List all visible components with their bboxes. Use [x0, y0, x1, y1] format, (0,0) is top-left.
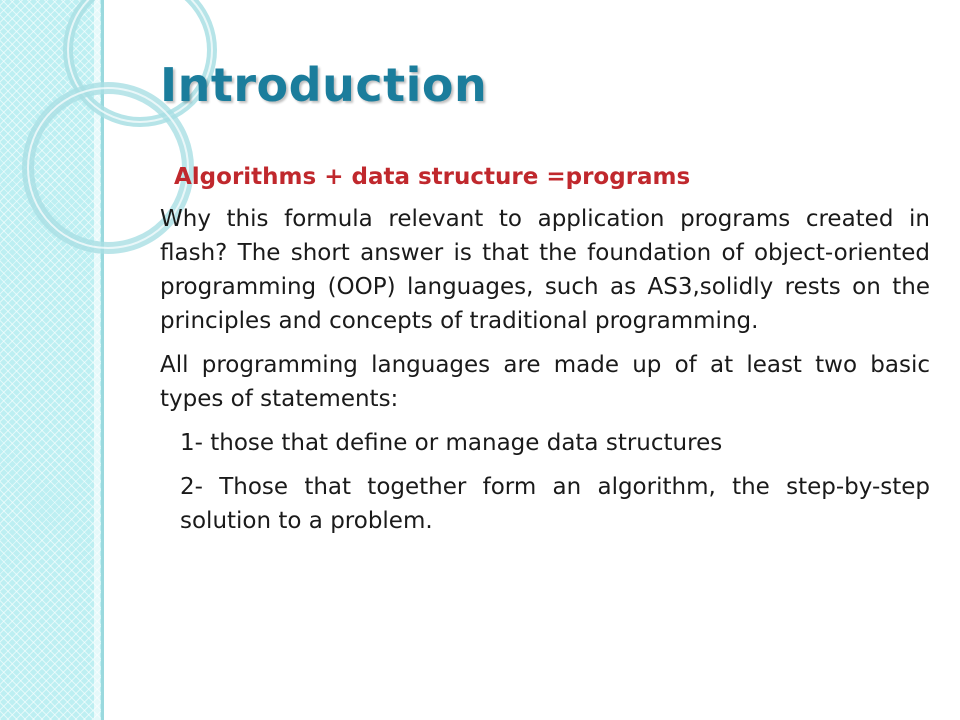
list-item-data-structures: 1- those that define or manage data structures — [180, 430, 723, 456]
slide-title: Introduction — [160, 58, 488, 112]
paragraph-oop: Why this formula relevant to application programs created in flash? The short answer is that the foundation of object-oriented programming (OOP) languages, such as AS3,solidly rests on the principles and concepts of traditional programming. — [160, 206, 930, 334]
paragraph-statements: All programming languages are made up of at least two basic types of statements: — [160, 352, 930, 412]
formula-line: Algorithms + data structure =programs — [174, 164, 691, 190]
slide-body — [160, 160, 930, 548]
list-item-algorithm: 2- Those that together form an algorithm, the step-by-step solution to a problem. — [180, 474, 930, 534]
